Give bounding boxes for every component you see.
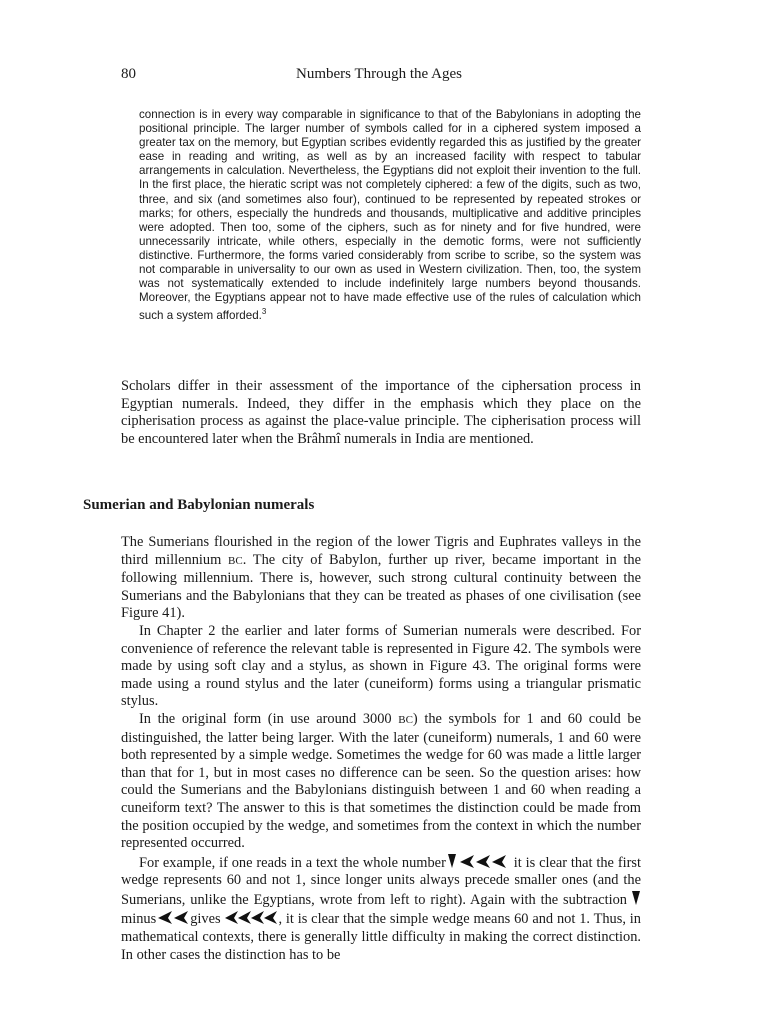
cuneiform-wedge-icon	[631, 890, 641, 906]
page-number: 80	[121, 66, 136, 82]
section-paragraph-4	[121, 853, 641, 965]
era-abbreviation: BC	[228, 554, 243, 567]
section-paragraph-2: In Chapter 2 the earlier and later forms of Sumerian numerals were described. For convenience of reference the relevant table is represented in Figure 42. The symbols were made by using soft clay and a stylus, as shown in Figure 43. The original forms were made using a round stylus and the later (cuneiform) forms using a triangular prismatic stylus.	[121, 622, 641, 710]
body-paragraph-1	[121, 378, 641, 448]
quote-paragraph	[139, 108, 641, 323]
quote-text: connection is in every way comparable in significance to that of the Babylonians in adopting the positional principle. The larger number of symbols called for in a ciphered system imposed a greater tax on the memory, but Egyptian scribes evidently regarded this as justified by the greater ease in reading and writing, as well as by an increased facility with respect to tabular arrangements in calculation. Nevertheless, the Egyptians did not exploit their invention to the full. In the first place, the hieratic script was not completely ciphered: a few of the digits, such as two, three, and six (and sometimes also four), continued to be represented by repeated strokes or marks; for others, especially the hundreds and thousands, multiplicative and additive principles were adopted. Then too, some of the ciphers, such as for ninety and for five hundred, were unnecessarily intricate, while others, especially in the demotic forms, were not sufficiently distinctive. Furthermore, the forms varied considerably from scribe to scribe, so the system was not comparable in universality to our own as used in Western civilization. Then, too, the system was not systematically extended to include indefinitely large numbers beyond thousands. Moreover, the Egyptians appear not to have made effective use of the rules of calculation which such a system afforded.	[139, 108, 641, 323]
paragraph-text: Scholars differ in their assessment of the importance of the ciphersation process in Egyptian numerals. Indeed, they differ in the emphasis which they place on the cipherisation process as against the place-value principle. The cipherisation process will be encountered later when the Brâhmî numerals in India are mentioned.	[121, 378, 641, 447]
era-abbreviation: BC	[398, 713, 413, 726]
page-header	[121, 66, 641, 86]
text-run: The Sumerians flourished in the region of the lower Tigris and Euphrates valleys in the third millennium	[121, 534, 641, 568]
section-heading: Sumerian and Babylonian numerals	[83, 497, 315, 513]
text-run: ) the symbols for 1 and 60 could be distinguished, the latter being larger. With the later (cuneiform) numerals, 1 and 60 were both represented by a simple wedge. Sometimes the wedge for 60 was made a little larger than that for 1, but in most cases no difference can be seen. So the question arises: how could the Sumerians and the Babylonians distinguish between 1 and 60 when reading a cuneiform text? The answer to this is that sometimes the distinction could be made from the position occupied by the wedge, and sometimes from the context in which the number represented occurred.	[121, 710, 641, 852]
section-body	[121, 534, 641, 964]
cuneiform-two-corner-wedges-icon	[156, 909, 190, 925]
cuneiform-number-icon	[446, 853, 510, 869]
text-run: In the original form (in use around 3000	[139, 710, 399, 727]
block-quote	[139, 108, 641, 323]
text-run: For example, if one reads in a text the whole number	[139, 854, 446, 871]
text-run: it is clear that the first wedge represents 60 and not 1, since longer units always precede smaller ones (and the Sumerians, unlike the Egyptians, wrote from left to right). Again with the subtraction	[121, 854, 642, 908]
text-run: . The city of Babylon, further up river, became important in the following millennium. There is, however, such strong cultural continuity between the Sumerians and the Babylonians that they can be treated as phases of one civilisation (see Figure 41).	[121, 551, 641, 622]
running-head: Numbers Through the Ages	[296, 66, 462, 82]
text-run: minus	[121, 911, 157, 928]
text-run: , it is clear that the simple wedge means 60 and not 1. Thus, in mathematical contexts, there is generally little difficulty in making the correct distinction. In other cases the distinction has to be	[121, 911, 641, 963]
footnote-marker: 3	[261, 307, 267, 317]
cuneiform-four-corner-wedges-icon	[224, 909, 278, 925]
section-paragraph-3	[121, 711, 641, 853]
text-run: gives	[190, 911, 221, 928]
section-paragraph-1	[121, 534, 641, 623]
